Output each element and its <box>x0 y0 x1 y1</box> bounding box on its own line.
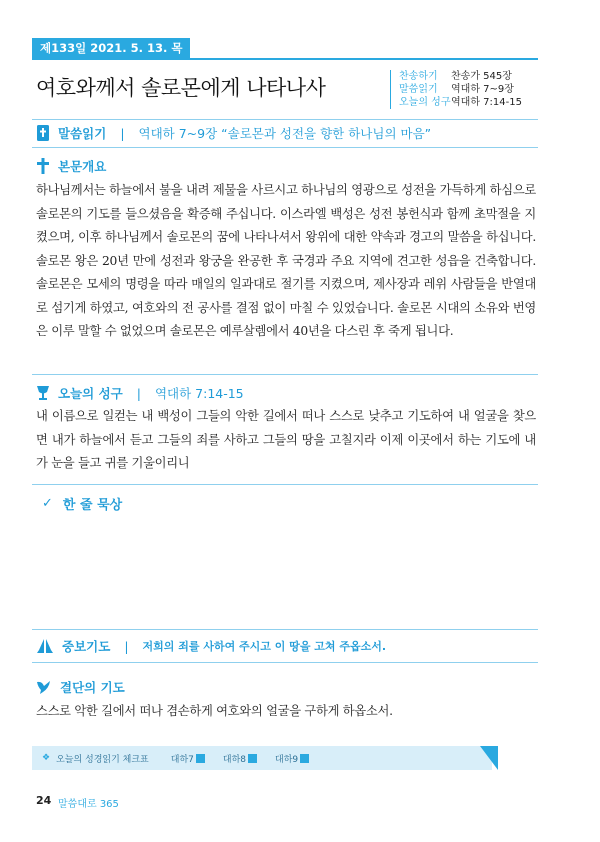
divider <box>32 662 538 663</box>
meditation-header <box>42 494 122 513</box>
resolution-label: 결단의 기도 <box>60 680 125 695</box>
info-value: 역대하 7~9장 <box>451 84 514 95</box>
summary-label: 본문개요 <box>58 159 107 174</box>
verse-header <box>36 384 244 402</box>
corner-fold <box>480 746 498 770</box>
bible-cross-icon <box>36 125 50 141</box>
checkbox[interactable] <box>300 754 309 763</box>
reading-ref: 역대하 7~9장 “솔로몬과 성전을 향한 하나님의 마음” <box>138 126 432 141</box>
check-item[interactable] <box>275 752 309 765</box>
summary-text: 하나님께서는 하늘에서 불을 내려 제물을 사르시고 하나님의 영광으로 성전을 가득하게 하심으로 솔로몬의 기도를 들으셨음을 확증해 주십니다. 이스라엘 백성은 성전 봉헌식과 함께 초막절을 지켰으며, 이후 하나님께서 솔로몬의 꿈에 나타나셔서 왕위에 대한 약속과 경고의 말씀을 하십니다. 솔로몬 왕은 20년 만에 성전과 왕궁을 완공한 후 국경과 주요 지역에 견고한 성읍을 건축합니다. 솔로몬은 모세의 명령을 따라 매일의 일과대로 절기를 지켰으며, 제사장과 레위 사람들을 반열대로 섬기게 하였고, 여호와의 전 공사를 결점 없이 마칠 수 있었습니다. 솔로몬 시대의 소유와 번영은 이루 말할 수 없었으며 솔로몬은 예루살렘에서 40년을 다스린 후 죽게 됩니다. <box>36 183 536 338</box>
verse-text: 내 이름으로 일컫는 내 백성이 그들의 악한 길에서 떠나 스스로 낮추고 기도하여 내 얼굴을 찾으면 내가 하늘에서 듣고 그들의 죄를 사하고 그들의 땅을 고칠지라 이제 이곳에서 하는 기도에 내가 눈을 들고 귀를 기울이리니 <box>36 409 536 470</box>
reading-checklist <box>32 746 492 770</box>
checklist-label: 오늘의 성경읽기 체크표 <box>56 754 149 765</box>
praying-hands-icon <box>36 638 54 654</box>
divider <box>32 374 538 375</box>
date-tag: 제133일 2021. 5. 13. 목 <box>32 38 190 58</box>
verse-label: 오늘의 성구 <box>58 386 123 401</box>
check-item-label: 대하8 <box>222 754 246 765</box>
reading-label: 말씀읽기 <box>58 126 107 141</box>
divider <box>32 147 538 148</box>
separator: | <box>120 125 125 141</box>
checkbox[interactable] <box>248 754 257 763</box>
check-item-label: 대하7 <box>170 754 194 765</box>
page-number: 24 <box>36 794 52 807</box>
verse-ref: 역대하 7:14-15 <box>154 386 244 401</box>
info-row-verse <box>399 96 522 109</box>
info-label: 찬송하기 <box>399 71 438 82</box>
info-box <box>390 70 522 109</box>
check-item[interactable] <box>171 752 205 765</box>
separator: | <box>124 638 129 654</box>
top-rule <box>32 58 538 60</box>
check-icon: ✓ <box>42 496 53 511</box>
info-label: 말씀읽기 <box>399 84 438 95</box>
info-value: 찬송가 545장 <box>451 71 512 82</box>
intercession-header <box>36 637 386 655</box>
info-value: 역대하 7:14-15 <box>451 97 522 108</box>
resolution-header <box>36 678 125 696</box>
meditation-label: 한 줄 묵상 <box>62 498 123 513</box>
info-row-reading <box>399 83 522 96</box>
cross-icon <box>36 158 50 174</box>
intercession-text: 저희의 죄를 사하여 주시고 이 땅을 고쳐 주옵소서. <box>142 640 387 653</box>
check-item-label: 대하9 <box>275 754 299 765</box>
page-title: 여호와께서 솔로몬에게 나타나사 <box>36 76 326 100</box>
diamond-icon: ❖ <box>42 753 51 763</box>
divider <box>32 119 538 120</box>
check-item[interactable] <box>223 752 257 765</box>
checkbox[interactable] <box>196 754 205 763</box>
chalice-icon <box>36 385 50 401</box>
divider <box>32 484 538 485</box>
reading-header <box>36 124 431 142</box>
info-row-hymn <box>399 70 522 83</box>
dove-icon <box>36 679 52 695</box>
divider <box>32 629 538 630</box>
separator: | <box>136 385 141 401</box>
info-label: 오늘의 성구 <box>399 97 451 108</box>
intercession-label: 중보기도 <box>62 639 111 654</box>
summary-header <box>36 157 106 175</box>
book-title: 말씀대로 365 <box>58 799 119 810</box>
resolution-text: 스스로 악한 길에서 떠나 겸손하게 여호와의 얼굴을 구하게 하옵소서. <box>36 704 393 718</box>
